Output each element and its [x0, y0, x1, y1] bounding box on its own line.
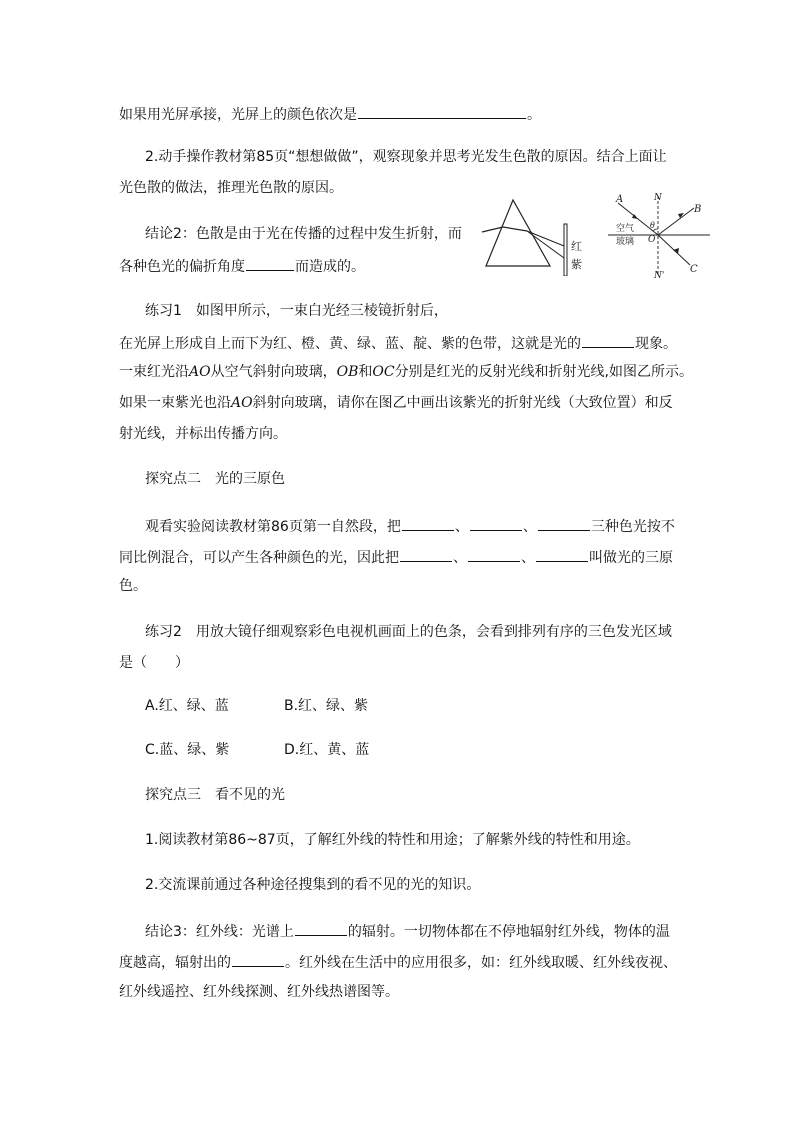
answer-blank-color-1[interactable] — [402, 516, 454, 531]
prism-figure — [478, 198, 590, 276]
answer-blank-infrared-amount[interactable] — [232, 952, 284, 967]
answer-blank-deflection[interactable] — [246, 256, 294, 271]
answer-blank-primary-2[interactable] — [468, 547, 520, 562]
conclusion-2-line1: 结论2：色散是由于光在传播的过程中发生折射，而 — [145, 226, 462, 242]
label-glass: 玻璃 — [616, 237, 635, 247]
conclusion-2-line2: 各种色光的偏折角度 而造成的。 — [119, 256, 365, 276]
label-N-prime: N' — [654, 271, 665, 280]
answer-blank-color-order[interactable] — [358, 104, 526, 119]
answer-blank-color-3[interactable] — [538, 516, 590, 531]
answer-blank-phenomenon[interactable] — [582, 333, 634, 348]
label-air: 空气 — [616, 224, 635, 234]
section-3-title: 探究点三 看不见的光 — [145, 787, 285, 803]
answer-blank-primary-1[interactable] — [400, 547, 452, 562]
exercise-2-answer-bracket[interactable]: 是（ ） — [119, 655, 189, 671]
label-N: N — [654, 193, 662, 203]
label-B: B — [694, 204, 702, 215]
exercise-1-line1: 练习1 如图甲所示，一束白光经三棱镜折射后， — [145, 303, 448, 319]
label-red: 红 — [571, 240, 582, 253]
answer-blank-primary-3[interactable] — [536, 547, 588, 562]
task-read-textbook: 1.阅读教材第86~87页，了解红外线的特性和用途；了解紫外线的特性和用途。 — [145, 832, 640, 848]
violet-ray — [527, 231, 564, 258]
primary-colors-line2: 同比例混合，可以产生各种颜色的光，因此把 、 、 叫做光的三原 — [119, 547, 673, 567]
exercise-1-line5: 射光线，并标出传播方向。 — [119, 426, 287, 442]
option-A[interactable]: A.红、绿、蓝 — [145, 698, 229, 714]
section-2-title: 探究点二 光的三原色 — [145, 471, 285, 487]
refraction-figure — [608, 190, 712, 280]
exercise-1-line4: 如果一束紫光也沿AO斜射向玻璃，请你在图乙中画出该紫光的折射光线（大致位置）和反 — [119, 395, 673, 411]
primary-colors-line1: 观看实验阅读教材第86页第一自然段，把 、 、 三种色光按不 — [145, 516, 675, 536]
option-D[interactable]: D.红、黄、蓝 — [284, 742, 370, 758]
fill-in-color-order: 如果用光屏承接，光屏上的颜色依次是 。 — [119, 104, 541, 124]
exercise-1-line2: 在光屏上形成自上而下为红、橙、黄、绿、蓝、靛、紫的色带，这就是光的 现象。 — [119, 333, 677, 353]
paragraph-hands-on-cont: 光色散的做法，推理光色散的原因。 — [119, 180, 343, 196]
exercise-1-line3: 一束红光沿AO从空气斜射向玻璃，OB和OC分别是红光的反射光线和折射光线,如图乙所示。 — [119, 364, 694, 380]
option-C[interactable]: C.蓝、绿、紫 — [145, 742, 230, 758]
conclusion-3-line2: 度越高，辐射出的 。红外线在生活中的应用很多，如：红外线取暖、红外线夜视、 — [119, 952, 677, 972]
light-screen — [564, 224, 567, 276]
reflected-ray-OB — [658, 208, 694, 235]
red-ray — [527, 231, 564, 246]
prism-shape — [486, 200, 550, 266]
primary-colors-line3: 色。 — [119, 578, 147, 594]
option-B[interactable]: B.红、绿、紫 — [284, 698, 369, 714]
answer-blank-spectrum-position[interactable] — [295, 921, 347, 936]
label-C: C — [690, 264, 698, 275]
label-purple: 紫 — [571, 258, 582, 271]
conclusion-3-line3: 红外线遥控、红外线探测、红外线热谱图等。 — [119, 984, 399, 1000]
label-A: A — [616, 194, 624, 205]
label-O: O — [648, 235, 656, 245]
arrow-OC — [673, 248, 679, 254]
ray-in-prism — [503, 227, 527, 231]
label-theta: θ — [650, 221, 655, 230]
conclusion-3-line1: 结论3：红外线：光谱上 的辐射。一切物体都在不停地辐射红外线，物体的温 — [145, 921, 670, 941]
paragraph-hands-on: 2.动手操作教材第85页“想想做做”，观察现象并思考光发生色散的原因。结合上面让 — [145, 149, 667, 165]
answer-blank-color-2[interactable] — [470, 516, 522, 531]
task-share-knowledge: 2.交流课前通过各种途径搜集到的看不见的光的知识。 — [145, 877, 481, 893]
exercise-2-question: 练习2 用放大镜仔细观察彩色电视机画面上的色条，会看到排列有序的三色发光区域 — [145, 624, 672, 640]
